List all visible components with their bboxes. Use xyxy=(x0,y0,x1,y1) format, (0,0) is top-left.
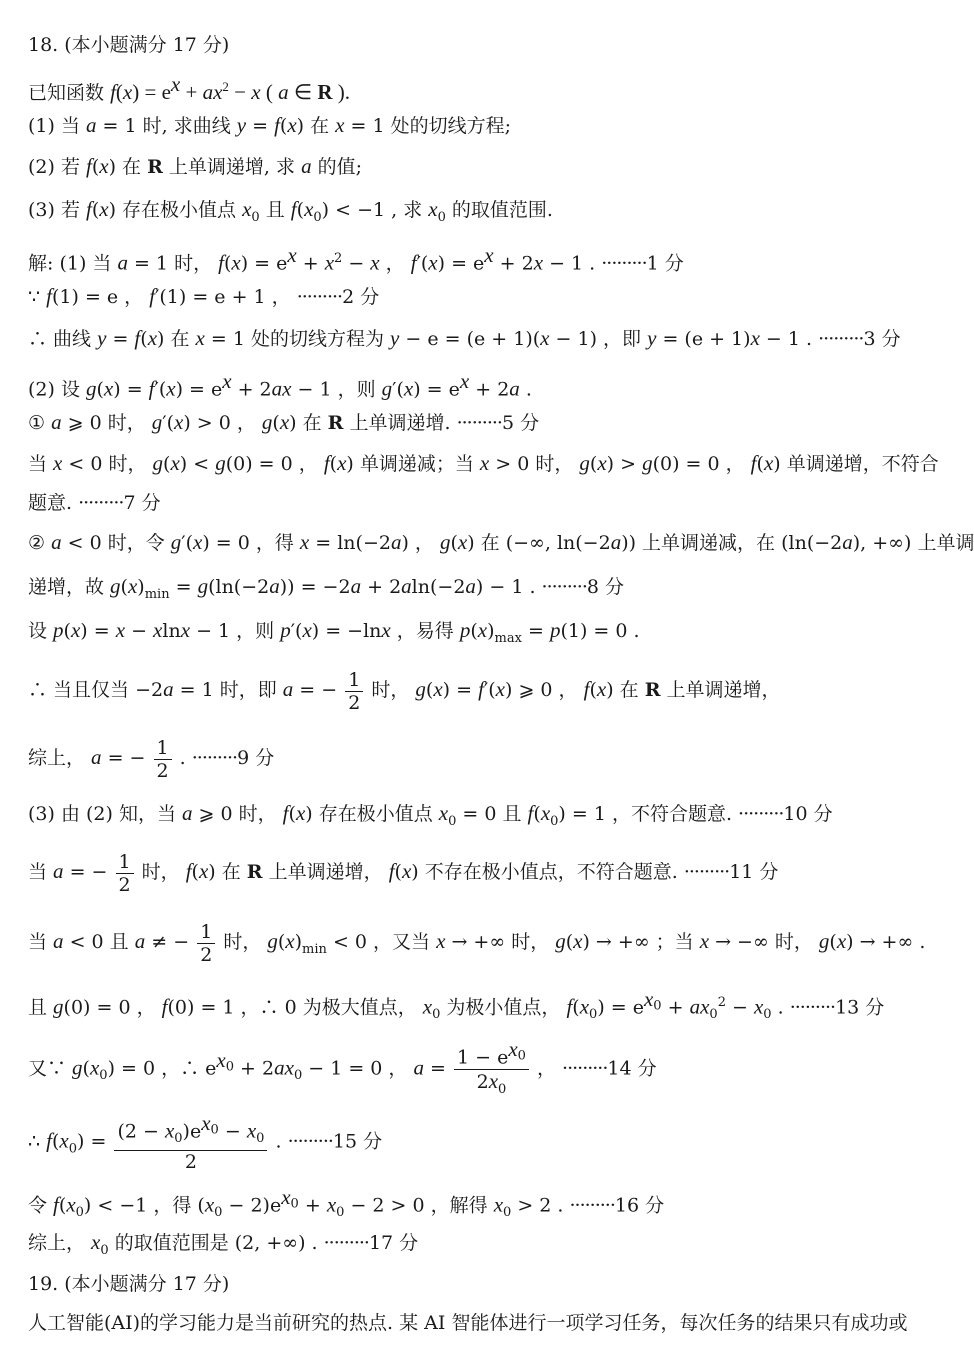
fraction-a: $\frac{1 - e^{x_0}}{2x_0}$ xyxy=(454,1038,529,1100)
score-11: 11 分 xyxy=(729,861,779,883)
sol-line-13: (3) 由 (2) 知，当 a ⩾ 0 时， f(x) 存在极小值点 $x_0 = 0$ 且 $f(x_0) = 1$ ，不符合题意. ·········10 分 xyxy=(28,801,833,829)
score-10: 10 分 xyxy=(783,803,833,825)
fraction-half: $\frac{1}{2}$ xyxy=(116,851,134,896)
score-9: 9 分 xyxy=(237,747,275,769)
sol-line-17: 又∵ $g(x_0) = 0$ ，∴ $e^{x_0} + 2ax_0 - 1 = 0$ ， a = $\frac{1 - e^{x_0}}{2x_0}$ ， ·········14 分 xyxy=(28,1034,928,1102)
sol-line-15: 当 a < 0 且 a ≠ − $\frac{1}{2}$ 时， $g(x)_{min} < 0$ ，又当 x → +∞ 时， g(x) → +∞ ；当 x → −∞ 时， g(x) → +∞ . xyxy=(28,920,926,966)
sol-line-14: 当 a = − $\frac{1}{2}$ 时， f(x) 在 R 上单调递增， f(x) 不存在极小值点，不符合题意. ·········11 分 xyxy=(28,850,779,896)
score-8: 8 分 xyxy=(586,576,625,598)
sol-line-20: 综上， $x_0$ 的取值范围是 (2, +∞) . ·········17 分 xyxy=(28,1230,419,1258)
q19-header: 19. (本小题满分 17 分) xyxy=(28,1273,230,1295)
sol-line-3: ∴ 曲线 y = f(x) 在 x = 1 处的切线方程为 y − e = (e + 1)(x − 1) ，即 y = (e + 1)x − 1 . ·········3 分 xyxy=(28,326,901,350)
q18-stem xyxy=(28,72,928,105)
fraction-half: $\frac{1}{2}$ xyxy=(154,737,172,782)
sol-line-5: ① a ⩾ 0 时， g′(x) > 0 ， g(x) 在 R 上单调递增. ·········5 分 xyxy=(28,410,540,434)
score-3: 3 分 xyxy=(863,328,901,350)
score-16: 16 分 xyxy=(614,1194,665,1217)
sol-line-16: 且 g(0) = 0 ， f(0) = 1 ，∴ 0 为极大值点， $x_0$ 为极小值点， $f(x_0) = e^{x_0} + ax_0^2 - x_0$ . ·········13 分 xyxy=(28,987,885,1023)
q18-part1: (1) 当 a = 1 时, 求曲线 y = f(x) 在 x = 1 处的切线方程; xyxy=(28,113,512,137)
score-5: 5 分 xyxy=(501,412,540,434)
fraction-f: $\frac{(2 - x_0)e^{x_0} - x_0}{2}$ xyxy=(114,1112,267,1173)
sol-line-6: 当 x < 0 时， g(x) < g(0) = 0 ， f(x) 单调递减；当 x > 0 时， g(x) > g(0) = 0 ， f(x) 单调递增，不符合 xyxy=(28,451,939,475)
score-7: 7 分 xyxy=(123,492,161,514)
sol-line-2: ∵ f(1) = e ， f′(1) = e + 1 ， ·········2 分 xyxy=(28,284,380,308)
score-13: 13 分 xyxy=(835,996,885,1019)
sol-line-18: ∴ $f(x_0)$ = $\frac{(2 - x_0)e^{x_0} - x_0}{2}$ . ·········15 分 xyxy=(28,1111,383,1174)
sol-line-8: ② a < 0 时，令 g′(x) = 0 ，得 x = ln(−2a) ， g(x) 在 (−∞, ln(−2a)) 上单调递减，在 (ln(−2a), +∞) 上单调 xyxy=(28,530,974,554)
fraction-half: $\frac{1}{2}$ xyxy=(197,921,215,966)
sol-line-10: 设 p(x) = x − xlnx − 1 ，则 p′(x) = −lnx ，易得 $p(x)_{max} = p(1) = 0$ . xyxy=(28,618,640,646)
sol-line-19: 令 $f(x_0) < -1$ ，得 $(x_0 - 2)e^{x_0} + x_0 - 2 > 0$ ，解得 $x_0 > 2$ . ·········16 分 xyxy=(28,1185,665,1221)
score-2: 2 分 xyxy=(342,286,380,308)
sol-line-9: 递增，故 $g(x)_{min} = g(\ln(-2a)) = -2a + 2aln(-2a) - 1$ . ·········8 分 xyxy=(28,574,625,602)
score-1: 1 分 xyxy=(646,252,684,275)
q18-header: 18. (本小题满分 17 分) xyxy=(28,34,230,56)
q18-function-def: $f(x) = e^x + ax^2 - x$ ( a ∈ R ). xyxy=(110,72,351,104)
q18-stem-text: 已知函数 xyxy=(28,82,105,104)
sol-line-4: (2) 设 $g(x) = f'(x) = e^x + 2ax - 1$ ，则 $g'(x) = e^x + 2a$ . xyxy=(28,369,532,401)
fraction-half: $\frac{1}{2}$ xyxy=(345,669,363,714)
sol-line-11: ∴ 当且仅当 −2a = 1 时，即 a = − $\frac{1}{2}$ 时， g(x) = f′(x) ⩾ 0 ， f(x) 在 R 上单调递增， xyxy=(28,668,781,714)
score-17: 17 分 xyxy=(368,1232,419,1254)
score-15: 15 分 xyxy=(332,1130,383,1153)
sol-line-7: 题意. ·········7 分 xyxy=(28,492,161,514)
score-14: 14 分 xyxy=(607,1057,657,1080)
sol-line-1: 解: (1) 当 a = 1 时， $f(x) = e^x + x^2 - x$ ， $f'(x) = e^x + 2x - 1$ . ·········1 分 xyxy=(28,243,684,275)
q18-part2: (2) 若 f(x) 在 R 上单调递增, 求 a 的值; xyxy=(28,154,363,178)
q19-text: 人工智能(AI)的学习能力是当前研究的热点. 某 AI 智能体进行一项学习任务，每次任务的结果只有成功或 xyxy=(28,1312,908,1334)
q18-part3: (3) 若 f(x) 存在极小值点 $x_0$ 且 $f(x_0) < -1$ , 求 $x_0$ 的取值范围. xyxy=(28,197,553,225)
sol-line-12: 综上， a = − $\frac{1}{2}$ . ·········9 分 xyxy=(28,736,275,782)
